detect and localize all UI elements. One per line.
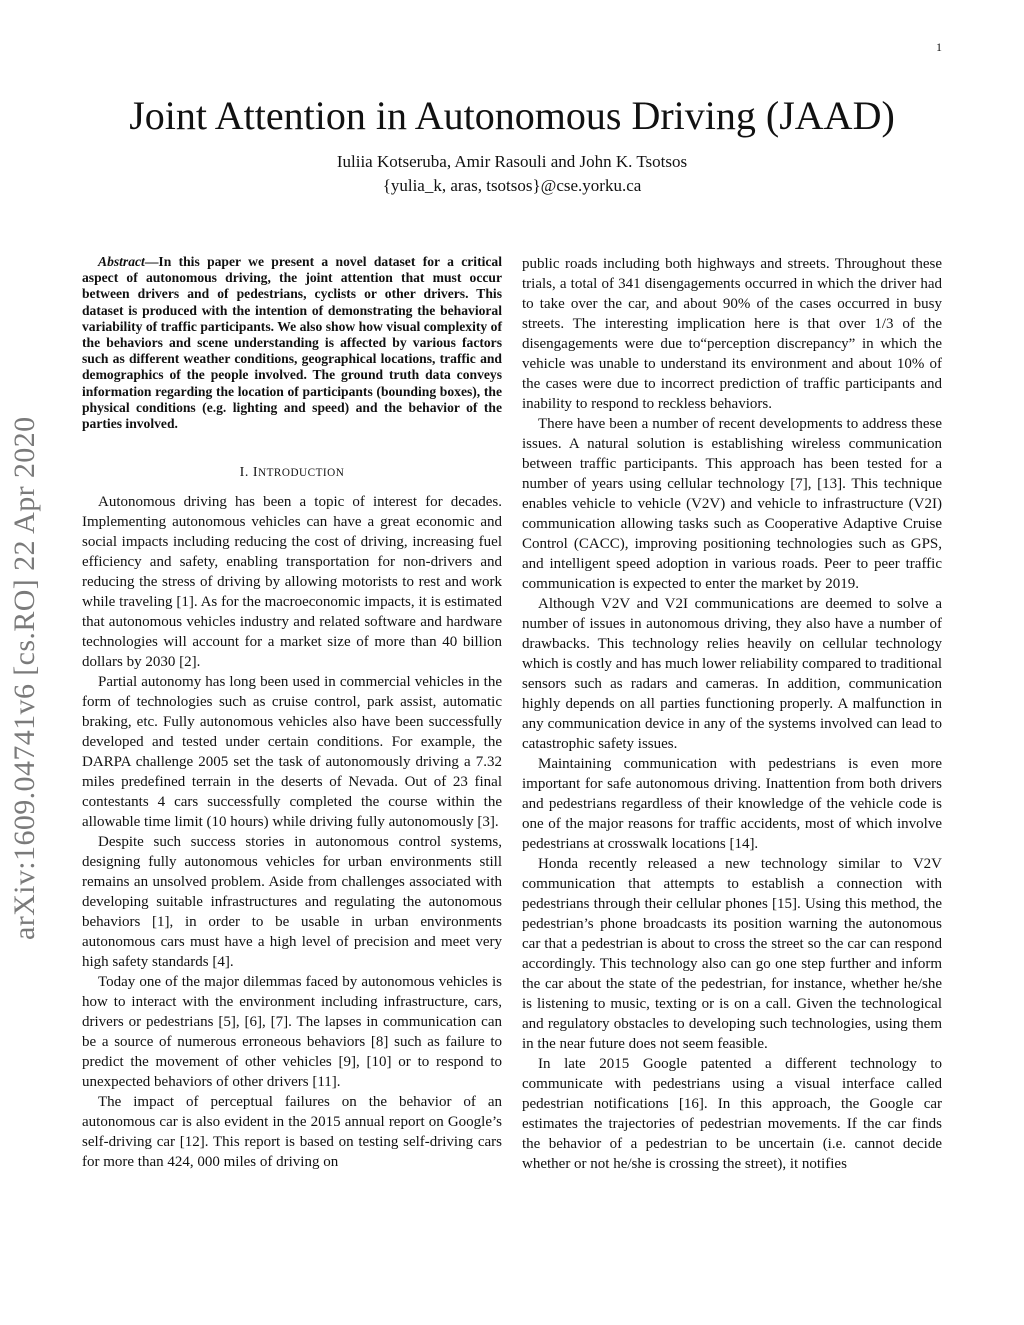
section-number: I. — [239, 465, 253, 481]
body-paragraph: public roads including both highways and streets. Throughout these trials, a total of 341 disengagements occurred in which the driver had to take over the car, and about 90% of the cases occurred in busy streets. The interesting implication here is that over 1/3 of the disengagements were due to“perception discrepancy” in which the vehicle was unable to understand its environment and about 10% of the cases were due to incorrect prediction of traffic participants and inability to respond to reckless behaviors. — [522, 256, 942, 412]
left-column — [82, 254, 502, 1172]
body-paragraph: Despite such success stories in autonomous control systems, designing fully autonomous vehicles for urban environments still remains an unsolved problem. Aside from challenges associated with developing suitable infrastructures and regulating the autonomous behaviors [1], in order to be usable in urban environments autonomous cars must have a high level of precision and meet very high safety standards [4]. — [82, 834, 502, 971]
section-heading — [82, 465, 502, 481]
abstract — [82, 254, 502, 432]
body-paragraph: Although V2V and V2I communications are deemed to solve a number of issues in autonomous driving, they also have a number of drawbacks. This technology relies heavily on cellular technology which is costly and has much lower reliability compared to traditional sensors such as radars and cameras. In addition, communication highly depends on all parties functioning properly. A malfunction in any communication device in any of the systems involved can lead to catastrophic safety issues. — [522, 596, 942, 752]
body-paragraph: In late 2015 Google patented a different technology to communicate with pedestrians using a visual interface called pedestrian notifications [16]. In this approach, the Google car estimates the trajectories of pedestrian movements. If the car finds the behavior of a pedestrian to be uncertain (i.e. cannot decide whether or not he/she is crossing the street), it notifies — [522, 1056, 942, 1172]
abstract-label: Abstract — [98, 254, 145, 269]
body-paragraph: Partial autonomy has long been used in commercial vehicles in the form of technologies such as cruise control, park assist, automatic braking, etc. Fully autonomous vehicles also have been successfully developed and tested under certain conditions. For example, the DARPA challenge 2005 set the task of autonomously driving a 7.32 miles predefined terrain in the deserts of Nevada. Out of 23 final contestants 4 cars successfully completed the course within the allowable time limit (10 hours) while driving fully autonomously [3]. — [82, 674, 502, 831]
section-title-initial: I — [252, 465, 259, 481]
paper-title: Joint Attention in Autonomous Driving (JAAD) — [129, 93, 895, 138]
abstract-text: —In this paper we present a novel dataset for a critical aspect of autonomous driving, the joint attention that must occur between drivers and of pedestrians, cyclists or other drivers. This dataset is produced with the intention of demonstrating the behavioral variability of traffic participants. We also show how visual complexity of the behaviors and scene understanding is affected by various factors such as different weather conditions, geographical locations, traffic and demographics of the people involved. The ground truth data conveys information regarding the location of participants (bounding boxes), the physical conditions (e.g. lighting and speed) and the behavior of the parties involved. — [82, 254, 502, 432]
page-number: 1 — [936, 40, 942, 54]
section-title-rest: NTRODUCTION — [258, 467, 345, 480]
body-paragraph: The impact of perceptual failures on the behavior of an autonomous car is also evident in the 2015 annual report on Google’s self-driving car [12]. This report is based on testing self-driving cars for more than 424, 000 miles of driving on — [82, 1094, 502, 1171]
body-paragraph: Today one of the major dilemmas faced by autonomous vehicles is how to interact with the environment including infrastructure, cars, drivers or pedestrians [5], [6], [7]. The lapses in communication can be a source of numerous erroneous behaviors [8] such as failure to predict the movement of other vehicles [9], [10] or to respond to unexpected behaviors of other drivers [11]. — [82, 974, 502, 1091]
author-emails: {yulia_k, aras, tsotsos}@cse.yorku.ca — [382, 176, 642, 195]
body-paragraph: Honda recently released a new technology similar to V2V communication that attempts to establish a connection with pedestrians through their cellular phones [15]. Using this method, the pedestrian’s phone broadcasts its position warning the autonomous car that a pedestrian is about to cross the street so the car can respond accordingly. This technology also can go one step further and inform the car about the state of the pedestrian, for instance, whether he/she is listening to music, texting or is on a call. Given the technological and regulatory obstacles to developing such technologies, using them in the near future does not seem feasible. — [522, 856, 942, 1052]
body-paragraph: Maintaining communication with pedestrians is even more important for safe autonomous driving. Inattention from both drivers and pedestrians regardless of their knowledge of the vehicle code is one of the major reasons for traffic accidents, most of which involve pedestrians at crosswalk locations [14]. — [522, 756, 942, 852]
body-paragraph: There have been a number of recent developments to address these issues. A natural solution is establishing wireless communication between traffic participants. This approach has been tested for a number of years using cellular technology [7], [13]. This technique enables vehicle to vehicle (V2V) and vehicle to infrastructure (V2I) communication allowing tasks such as Cooperative Adaptive Cruise Control (CACC), improving positioning technologies such as GPS, and intelligent speed adoption in various roads. Peer to peer traffic communication is expected to enter the market by 2019. — [522, 416, 942, 592]
arxiv-identifier: arXiv:1609.04741v6 [cs.RO] 22 Apr 2020 — [8, 416, 41, 940]
author-block — [0, 150, 1024, 198]
right-column — [522, 254, 942, 1174]
body-paragraph: Autonomous driving has been a topic of interest for decades. Implementing autonomous vehicles can have a great economic and social impacts including reducing the cost of driving, increasing fuel efficiency and safety, enabling transportation for non-drivers and reducing the stress of driving by allowing motorists to rest and work while traveling [1]. As for the macroeconomic impacts, it is estimated that autonomous vehicles industry and related software and hardware technologies will account for a market size of more than 40 billion dollars by 2030 [2]. — [82, 494, 502, 671]
author-names: Iuliia Kotseruba, Amir Rasouli and John K. Tsotsos — [336, 152, 688, 171]
